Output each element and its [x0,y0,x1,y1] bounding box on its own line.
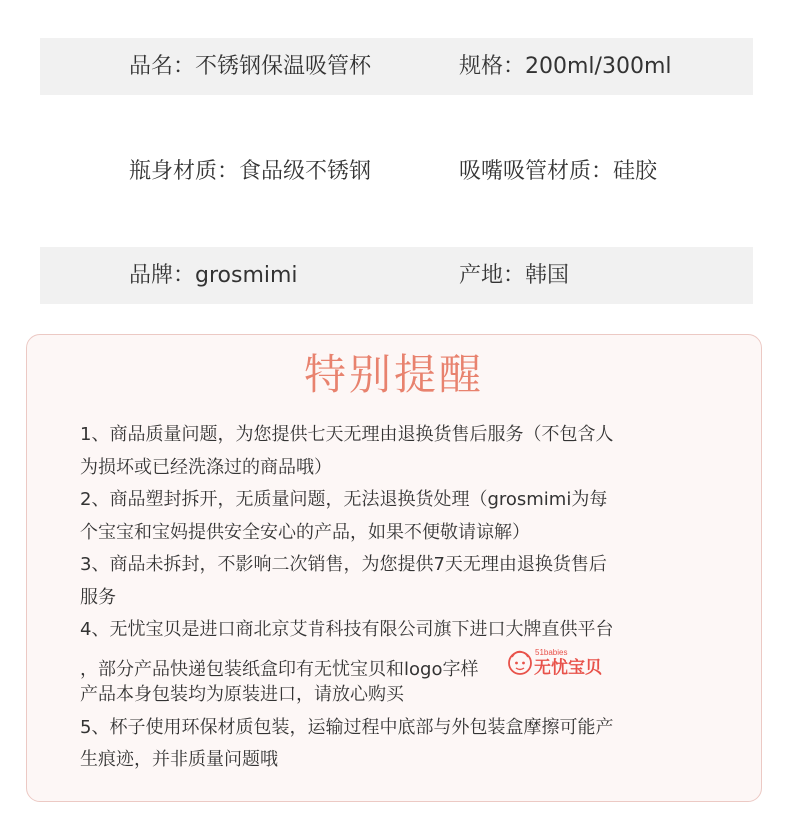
notice-title: 特别提醒 [303,350,484,399]
notice-line: 4、无忧宝贝是进口商北京艾肯科技有限公司旗下进口大牌直供平台 [80,619,614,640]
notice-line: 产品本身包装均为原装进口，请放心购买 [80,684,404,705]
spec-row-2 [40,143,753,200]
notice-line-with-logo [80,647,730,680]
spec-size: 规格：200ml/300ml [459,54,672,79]
notice-line: 1、商品质量问题，为您提供七天无理由退换货售后服务（不包含人 [80,424,614,445]
notice-line: 为损坏或已经洗涤过的商品哦） [80,456,332,478]
spec-brand: 品牌：grosmimi [129,263,298,288]
svg-text:51babies: 51babies [535,647,568,657]
notice-line: 3、商品未拆封，不影响二次销售，为您提供7天无理由退换货售后 [80,554,607,575]
svg-text:无忧宝贝: 无忧宝贝 [534,657,603,678]
spec-product-name: 品名：不锈钢保温吸管杯 [129,54,372,79]
special-notice-panel [26,334,762,802]
notice-line: 生痕迹，并非质量问题哦 [80,749,278,770]
spec-origin: 产地：韩国 [459,263,570,288]
spec-straw-material: 吸嘴吸管材质：硅胶 [459,159,658,184]
spec-row-1 [40,38,753,95]
brand-logo [506,645,606,691]
notice-line-text: ，部分产品快递包装纸盒印有无忧宝贝和logo字样 [80,658,479,680]
notice-line: 服务 [80,586,116,608]
notice-line: 2、商品塑封拆开，无质量问题，无法退换货处理（grosmimi为每 [80,489,608,510]
spec-row-3 [40,247,753,304]
notice-line: 5、杯子使用环保材质包装，运输过程中底部与外包装盒摩擦可能产 [80,716,614,738]
notice-line: 个宝宝和宝妈提供安全安心的产品，如果不便敬请谅解） [80,521,530,543]
spec-body-material: 瓶身材质：食品级不锈钢 [129,159,372,184]
notice-body [80,419,730,777]
